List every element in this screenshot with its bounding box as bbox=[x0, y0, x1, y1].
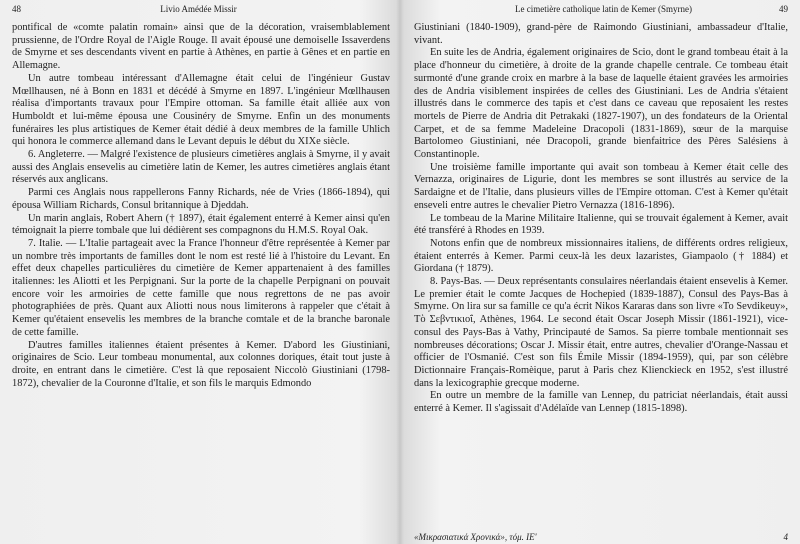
right-paragraph-4: Le tombeau de la Marine Militaire Italienne, qui se trouvait également à Kemer, avait été transféré à Rhodes en 1939. bbox=[414, 212, 788, 237]
left-running-header bbox=[12, 4, 390, 16]
right-paragraph-6: 8. Pays-Bas. — Deux représentants consulaires néerlandais étaient ensevelis à Kemer. Le premier était le comte Jacques de Hochepied (1839-1887), Consul des Pays-Bas à Smyrne. On lira sur sa famille ce qu'a écrit Nikos Kararas dans son livre «To Sevdikeuy», Τὸ Σεβντικιοΐ, Athènes, 1964. Le second était Oscar Joseph Missir (1861-1921), vice-consul des Pays-Bas à Vathy, Principauté de Samos. Sa pierre tombale mentionnait ses nombreuses décorations; Oscar J. Missir était, entre autres, chevalier d'Orange-Nassau et officier de l'Osmanié. C'est son fils Émile Missir (1894-1959), qui, par son célèbre Dictionnaire Français-Romèique, parut à Paris chez Klienckieck en 1952, s'est illustré dans la lexicographie grecque moderne. bbox=[414, 276, 788, 389]
left-page-text bbox=[12, 22, 390, 390]
right-paragraph-1: Giustiniani (1840-1909), grand-père de Raimondo Giustiniani, ambassadeur d'Italie, vivant. bbox=[414, 22, 788, 46]
right-page-number: 49 bbox=[779, 4, 788, 14]
left-page-number: 48 bbox=[12, 4, 21, 14]
left-paragraph-5: Un marin anglais, Robert Ahern († 1897), était également enterré à Kemer ainsi qu'en témoignait la pierre tombale que lui dédièrent ses compagnons du H.M.S. Royal Oak. bbox=[12, 212, 390, 237]
right-running-head: Le cimetière catholique latin de Kemer (Smyrne) bbox=[515, 4, 692, 14]
left-paragraph-3: 6. Angleterre. — Malgré l'existence de plusieurs cimetières anglais à Smyrne, il y avait aussi des Anglais ensevelis au cimetière latin de Kemer, les autres cimetières anglais étant réservés aux anglicans. bbox=[12, 149, 390, 186]
right-page-footer bbox=[414, 532, 788, 542]
footer-journal-title: «Μικρασιατικά Χρονικά», τόμ. ΙΕ' bbox=[414, 532, 537, 542]
left-running-head: Livio Amédée Missir bbox=[160, 4, 237, 14]
right-paragraph-5: Notons enfin que de nombreux missionnaires italiens, de différents ordres religieux, étaient enterrés à Kemer. Parmi ceux-là les deux lazaristes, Giampaolo († 1884) et Giordana († 1879). bbox=[414, 237, 788, 275]
right-page-text bbox=[414, 22, 788, 416]
left-paragraph-7: D'autres familles italiennes étaient présentes à Kemer. D'abord les Giustiniani, originaires de Scio. Leur tombeau monumental, aux colonnes doriques, était tout juste à droite, en entrant dans le cimetière. C'est là que reposaient Niccolò Giustiniani (1798-1872), chevalier de la Couronne d'Italie, et son fils le marquis Edmondo bbox=[12, 339, 390, 389]
right-page bbox=[400, 0, 800, 544]
right-paragraph-3: Une troisième famille importante qui avait son tombeau à Kemer était celle des Vernazza, originaires de Ligurie, dont les membres se sont illustrés au service de la Sardaigne et de l'Italie, dans plusieurs villes de l'Empire ottoman. C'est à Kemer qu'était enseveli entre autres le chevalier Pietro Vernazza (1816-1896). bbox=[414, 161, 788, 211]
left-paragraph-6: 7. Italie. — L'Italie partageait avec la France l'honneur d'être représentée à Kemer par un nombre très importants de familles dont le nom est resté lié à l'histoire du Levant. En effet deux chapelles particulières du cimetière de Kemer appartenaient à des familles italiennes: les Aliotti et les Perpignani. Sur la porte de la chapelle Perpignani on pouvait encore voir les armoiries de cette famille que nous regrettons de ne pas avoir photographiées de près. Quant aux Aliotti nous nous limiterons à rappeler que c'était à Kemer qu'étaient ensevelis les membres de la branche comtale et de la branche baronale de cette famille. bbox=[12, 237, 390, 338]
left-paragraph-4: Parmi ces Anglais nous rappellerons Fanny Richards, née de Vries (1866-1894), qui épousa William Richards, Consul britannique à Djeddah. bbox=[12, 187, 390, 211]
footer-signature-mark: 4 bbox=[783, 532, 788, 542]
right-running-header bbox=[414, 4, 788, 16]
left-paragraph-1: pontifical de «comte palatin romain» ainsi que de la décoration, vraisemblablement prussienne, de l'Ordre Royal de l'Aigle Rouge. Il avait épousé une demoiselle Issaverdens de Smyrne et ses descendants vivent en partie à Athènes, en partie à Gênes et en partie en Allemagne. bbox=[12, 22, 390, 72]
left-paragraph-2: Un autre tombeau intéressant d'Allemagne était celui de l'ingénieur Gustav Mœllhausen, né à Bonn en 1831 et décédé à Smyrne en 1897. L'ingénieur Mœllhausen réalisa d'importants travaux pour l'Empire ottoman. Sa famille était alliée aux von Humboldt et lui-même épousa une Cousinéry de Smyrne. Enfin un des monuments funéraires les plus artistiques de Kemer était dédié à deux membres de la famille Uhlich qui honora le commerce allemand dans le Levant depuis le début du XIXe siècle. bbox=[12, 72, 390, 148]
right-paragraph-2: En suite les de Andria, également originaires de Scio, dont le grand tombeau était à la place d'honneur du cimetière, à droite de la grande chapelle centrale. Ce tombeau était surmonté d'une grande croix en marbre à la base de laquelle étaient gravées les armoiries des de Andria visiblement inspirées de celles des Giustiniani. Les de Andria s'étaient illustrés dans le commerce des tapis et c'est dans ce caveau que reposaient les restes mortels de Pierre de Andria dit Petrakaki (1827-1907), un des fondateurs de la Oriental Carpet, et de sa femme Madeleine Dracopoli (1831-1869), sœur de la marquise Bartolomeo Giustiniani, née Dracopoli, grande bienfaitrice des Pères Salésiens à Constantinople. bbox=[414, 47, 788, 161]
right-paragraph-7: En outre un membre de la famille van Lennep, du patriciat néerlandais, était aussi enterré à Kemer. Il s'agissait d'Adélaïde van Lennep (1815-1898). bbox=[414, 390, 788, 415]
